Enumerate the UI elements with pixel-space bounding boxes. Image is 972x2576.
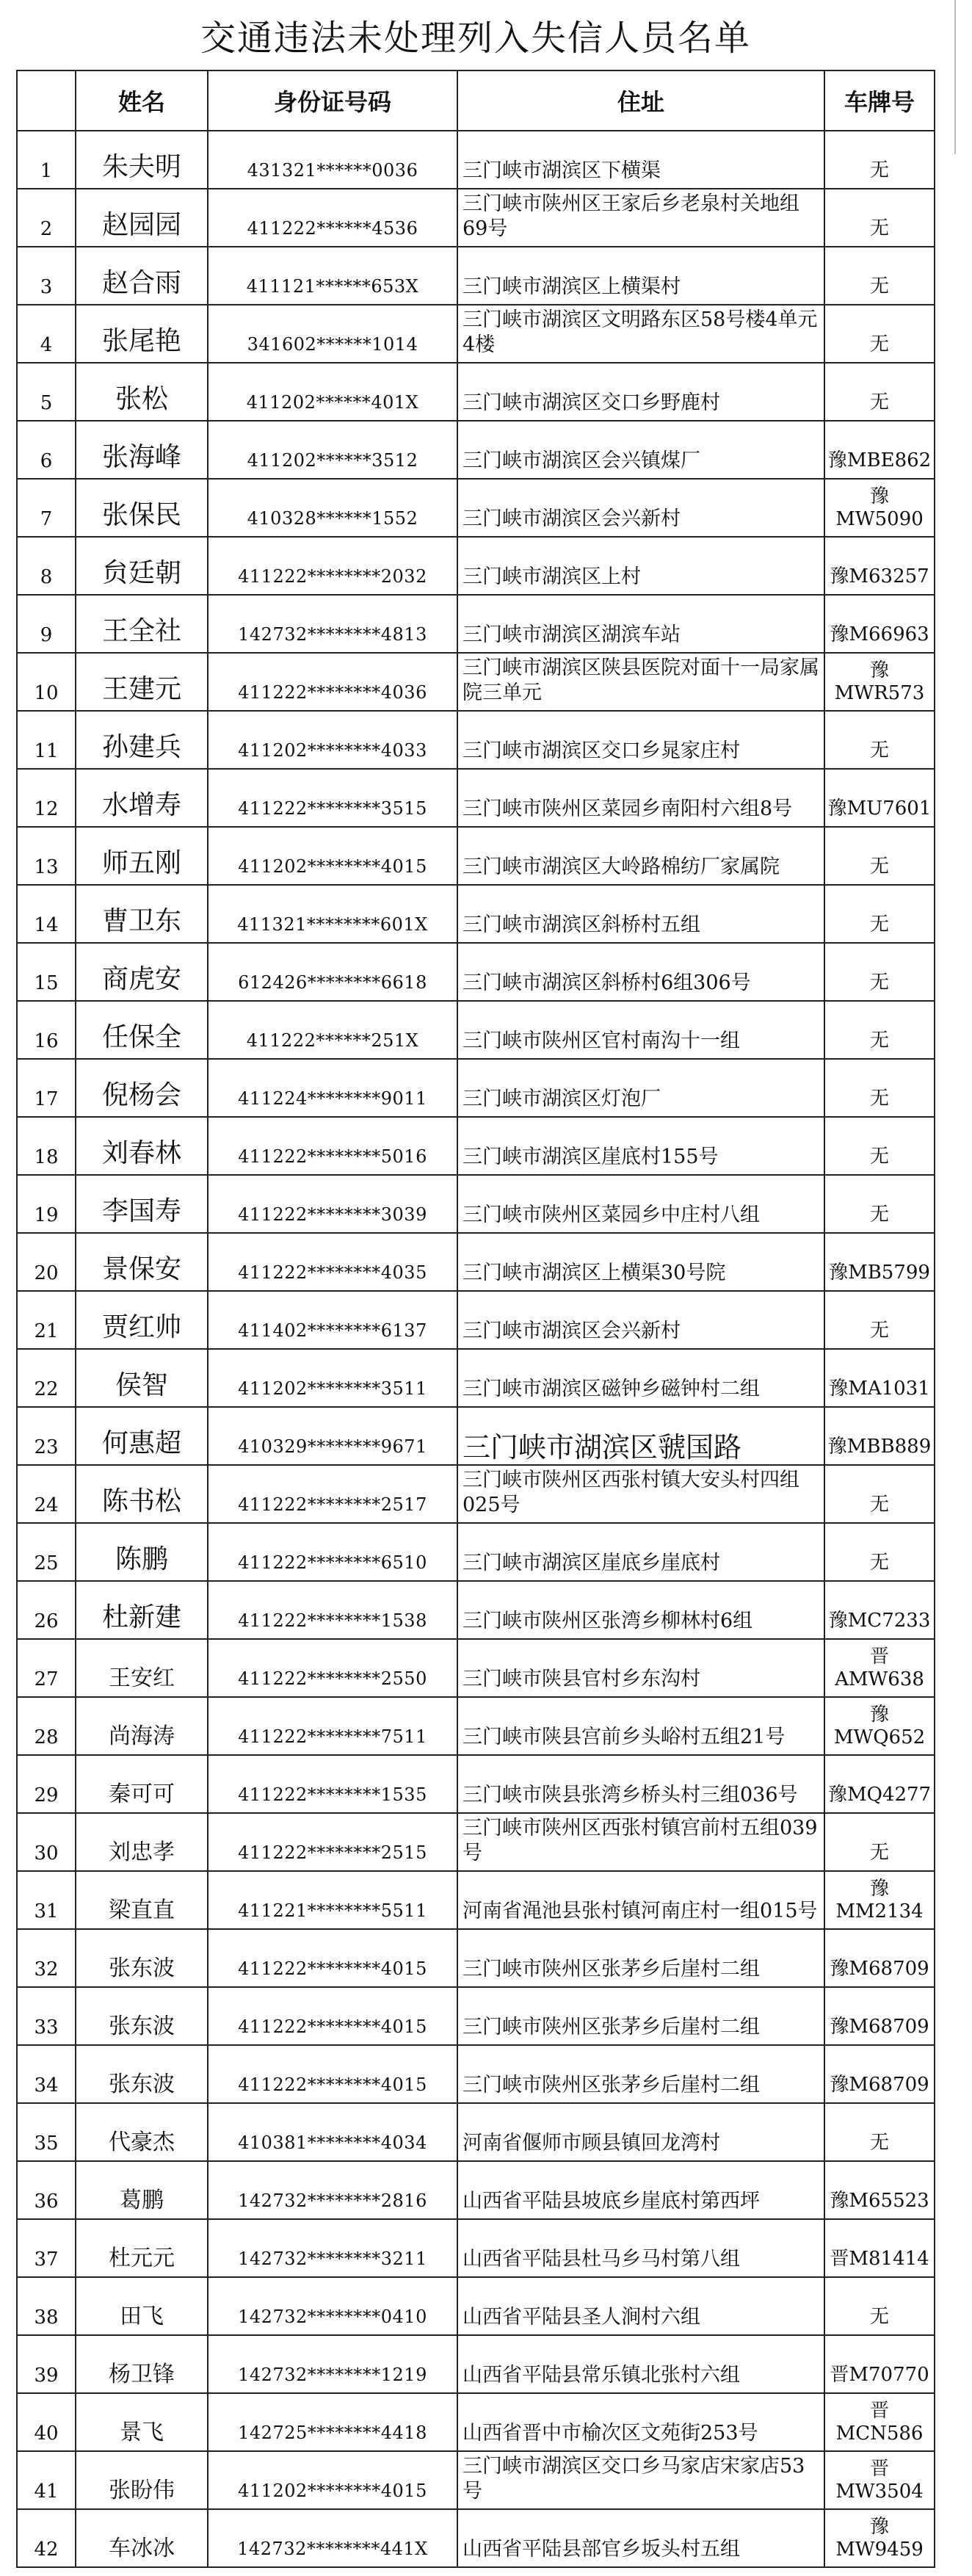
person-name: 赵合雨: [76, 247, 208, 305]
person-name: 张尾艳: [76, 305, 208, 363]
table-row: [17, 711, 935, 769]
row-number: 14: [17, 885, 76, 943]
id-number: 612426********6618: [208, 943, 457, 1001]
id-number: 411121******653X: [208, 247, 457, 305]
license-plate: 无: [824, 827, 935, 885]
row-number: 29: [17, 1755, 76, 1813]
address: 河南省偃师市顾县镇回龙湾村: [457, 2103, 824, 2161]
row-number: 31: [17, 1871, 76, 1929]
address: 三门峡市陕州区王家后乡老泉村关地组69号: [457, 189, 824, 247]
row-number: 15: [17, 943, 76, 1001]
license-plate: 无: [824, 2103, 935, 2161]
table-row: [17, 2219, 935, 2277]
table-row: [17, 1465, 935, 1523]
id-number: 411222********2517: [208, 1465, 457, 1523]
person-name: 车冰冰: [76, 2509, 208, 2567]
license-plate: 无: [824, 1001, 935, 1059]
id-number: 411222********4015: [208, 1929, 457, 1987]
table-row: [17, 1117, 935, 1175]
id-number: 411222********1538: [208, 1581, 457, 1639]
row-number: 33: [17, 1987, 76, 2045]
license-plate: 无: [824, 1813, 935, 1871]
table-row: [17, 2161, 935, 2219]
row-number: 32: [17, 1929, 76, 1987]
id-number: 411224********9011: [208, 1059, 457, 1117]
id-number: 341602******1014: [208, 305, 457, 363]
license-plate: 无: [824, 363, 935, 421]
row-number: 25: [17, 1523, 76, 1581]
person-name: 孙建兵: [76, 711, 208, 769]
person-name: 王建元: [76, 653, 208, 711]
address: 三门峡市湖滨区交口乡晁家庄村: [457, 711, 824, 769]
address: 三门峡市湖滨区下横渠: [457, 131, 824, 189]
table-row: [17, 421, 935, 479]
license-plate: 豫MWR573: [824, 653, 935, 711]
person-name: 贠廷朝: [76, 537, 208, 595]
address: 三门峡市湖滨区湖滨车站: [457, 595, 824, 653]
row-number: 42: [17, 2509, 76, 2567]
person-name: 李国寿: [76, 1175, 208, 1233]
table-row: [17, 1813, 935, 1871]
table-row: [17, 363, 935, 421]
address: 三门峡市陕县官村乡东沟村: [457, 1639, 824, 1697]
id-number: 411222********4015: [208, 2045, 457, 2103]
header-name: 姓名: [76, 70, 208, 131]
row-number: 4: [17, 305, 76, 363]
table-row: [17, 943, 935, 1001]
license-plate: 豫M63257: [824, 537, 935, 595]
id-number: 142732********441X: [208, 2509, 457, 2567]
header-plate: 车牌号: [824, 70, 935, 131]
row-number: 2: [17, 189, 76, 247]
address: 三门峡市湖滨区上横渠30号院: [457, 1233, 824, 1291]
license-plate: 豫M66963: [824, 595, 935, 653]
table-row: [17, 189, 935, 247]
id-number: 411222******4536: [208, 189, 457, 247]
license-plate: 晋MCN586: [824, 2393, 935, 2451]
table-row: [17, 653, 935, 711]
person-name: 张东波: [76, 1987, 208, 2045]
header-id: 身份证号码: [208, 70, 457, 131]
table-row: [17, 1581, 935, 1639]
person-name: 田飞: [76, 2277, 208, 2335]
address: 三门峡市湖滨区斜桥村五组: [457, 885, 824, 943]
person-name: 贾红帅: [76, 1291, 208, 1349]
address: 三门峡市湖滨区上横渠村: [457, 247, 824, 305]
row-number: 10: [17, 653, 76, 711]
id-number: 411222********4015: [208, 1987, 457, 2045]
address: 三门峡市陕州区张茅乡后崖村二组: [457, 1929, 824, 1987]
table-row: [17, 1349, 935, 1407]
person-name: 朱夫明: [76, 131, 208, 189]
id-number: 411202********3511: [208, 1349, 457, 1407]
id-number: 410328******1552: [208, 479, 457, 537]
page-title: 交通违法未处理列入失信人员名单: [17, 0, 935, 70]
table-row: [17, 2393, 935, 2451]
table-row: [17, 247, 935, 305]
table-row: [17, 1697, 935, 1755]
license-plate: 无: [824, 189, 935, 247]
row-number: 24: [17, 1465, 76, 1523]
row-number: 36: [17, 2161, 76, 2219]
license-plate: 无: [824, 885, 935, 943]
id-number: 411222********5016: [208, 1117, 457, 1175]
id-number: 411222********3039: [208, 1175, 457, 1233]
person-name: 张盼伟: [76, 2451, 208, 2509]
license-plate: 晋MW3504: [824, 2451, 935, 2509]
address: 三门峡市湖滨区崖底村155号: [457, 1117, 824, 1175]
id-number: 411221********5511: [208, 1871, 457, 1929]
address: 山西省平陆县常乐镇北张村六组: [457, 2335, 824, 2393]
person-name: 葛鹏: [76, 2161, 208, 2219]
id-number: 411202******401X: [208, 363, 457, 421]
address: 山西省平陆县坡底乡崖底村第西坪: [457, 2161, 824, 2219]
document-sheet: [16, 0, 934, 2568]
table-row: [17, 2103, 935, 2161]
license-plate: 晋AMW638: [824, 1639, 935, 1697]
row-number: 12: [17, 769, 76, 827]
row-number: 6: [17, 421, 76, 479]
row-number: 5: [17, 363, 76, 421]
blacklist-table: [16, 0, 935, 2568]
person-name: 景飞: [76, 2393, 208, 2451]
address: 山西省平陆县杜马乡马村第八组: [457, 2219, 824, 2277]
header-no: [17, 70, 76, 131]
address: 三门峡市湖滨区交口乡马家店宋家店53号: [457, 2451, 824, 2509]
license-plate: 豫MA1031: [824, 1349, 935, 1407]
row-number: 28: [17, 1697, 76, 1755]
table-row: [17, 1639, 935, 1697]
row-number: 19: [17, 1175, 76, 1233]
person-name: 水增寿: [76, 769, 208, 827]
person-name: 商虎安: [76, 943, 208, 1001]
id-number: 410329********9671: [208, 1407, 457, 1465]
license-plate: 无: [824, 1059, 935, 1117]
id-number: 431321******0036: [208, 131, 457, 189]
id-number: 411222********4036: [208, 653, 457, 711]
license-plate: 豫MW9459: [824, 2509, 935, 2567]
table-row: [17, 1987, 935, 2045]
address: 三门峡市陕县张湾乡桥头村三组036号: [457, 1755, 824, 1813]
id-number: 411222********2550: [208, 1639, 457, 1697]
table-row: [17, 479, 935, 537]
license-plate: 无: [824, 1175, 935, 1233]
row-number: 7: [17, 479, 76, 537]
license-plate: 无: [824, 943, 935, 1001]
license-plate: 豫M68709: [824, 1987, 935, 2045]
address: 三门峡市陕州区张湾乡柳林村6组: [457, 1581, 824, 1639]
table-row: [17, 2509, 935, 2567]
person-name: 杜元元: [76, 2219, 208, 2277]
row-number: 34: [17, 2045, 76, 2103]
row-number: 9: [17, 595, 76, 653]
address: 三门峡市湖滨区崖底乡崖底村: [457, 1523, 824, 1581]
header-address: 住址: [457, 70, 824, 131]
table-row: [17, 1175, 935, 1233]
id-number: 142732********3211: [208, 2219, 457, 2277]
person-name: 何惠超: [76, 1407, 208, 1465]
table-row: [17, 1871, 935, 1929]
address: 三门峡市湖滨区会兴镇煤厂: [457, 421, 824, 479]
license-plate: 豫MBE862: [824, 421, 935, 479]
person-name: 赵园园: [76, 189, 208, 247]
address: 三门峡市陕州区西张村镇宫前村五组039号: [457, 1813, 824, 1871]
person-name: 张保民: [76, 479, 208, 537]
license-plate: 无: [824, 305, 935, 363]
license-plate: 晋M70770: [824, 2335, 935, 2393]
license-plate: 豫M68709: [824, 2045, 935, 2103]
row-number: 26: [17, 1581, 76, 1639]
row-number: 16: [17, 1001, 76, 1059]
table-row: [17, 885, 935, 943]
address: 三门峡市陕州区菜园乡中庄村八组: [457, 1175, 824, 1233]
row-number: 38: [17, 2277, 76, 2335]
id-number: 142725********4418: [208, 2393, 457, 2451]
id-number: 142732********2816: [208, 2161, 457, 2219]
license-plate: 豫MW5090: [824, 479, 935, 537]
table-row: [17, 1059, 935, 1117]
address: 山西省平陆县部官乡坂头村五组: [457, 2509, 824, 2567]
table-body: [17, 131, 935, 2567]
address: 三门峡市湖滨区大岭路棉纺厂家属院: [457, 827, 824, 885]
row-number: 30: [17, 1813, 76, 1871]
table-row: [17, 1523, 935, 1581]
table-row: [17, 827, 935, 885]
table-row: [17, 1233, 935, 1291]
row-number: 22: [17, 1349, 76, 1407]
table-row: [17, 1407, 935, 1465]
address: 山西省晋中市榆次区文苑街253号: [457, 2393, 824, 2451]
row-number: 11: [17, 711, 76, 769]
table-row: [17, 305, 935, 363]
person-name: 杜新建: [76, 1581, 208, 1639]
id-number: 411222********7511: [208, 1697, 457, 1755]
person-name: 倪杨会: [76, 1059, 208, 1117]
id-number: 411321********601X: [208, 885, 457, 943]
person-name: 张海峰: [76, 421, 208, 479]
table-row: [17, 537, 935, 595]
sheet-edge-line: [954, 0, 956, 154]
person-name: 刘忠孝: [76, 1813, 208, 1871]
id-number: 411202********4015: [208, 827, 457, 885]
address: 三门峡市湖滨区文明路东区58号楼4单元4楼: [457, 305, 824, 363]
address: 三门峡市湖滨区陕县医院对面十一局家属院三单元: [457, 653, 824, 711]
table-row: [17, 1291, 935, 1349]
license-plate: 无: [824, 1523, 935, 1581]
person-name: 景保安: [76, 1233, 208, 1291]
id-number: 411202********4015: [208, 2451, 457, 2509]
table-row: [17, 2045, 935, 2103]
address: 三门峡市陕州区菜园乡南阳村六组8号: [457, 769, 824, 827]
person-name: 侯智: [76, 1349, 208, 1407]
id-number: 142732********4813: [208, 595, 457, 653]
license-plate: 无: [824, 131, 935, 189]
license-plate: 豫MM2134: [824, 1871, 935, 1929]
person-name: 秦可可: [76, 1755, 208, 1813]
address: 三门峡市湖滨区上村: [457, 537, 824, 595]
address: 三门峡市湖滨区灯泡厂: [457, 1059, 824, 1117]
license-plate: 无: [824, 1117, 935, 1175]
row-number: 39: [17, 2335, 76, 2393]
license-plate: 无: [824, 1465, 935, 1523]
id-number: 411222********1535: [208, 1755, 457, 1813]
id-number: 411222********6510: [208, 1523, 457, 1581]
person-name: 张东波: [76, 1929, 208, 1987]
row-number: 35: [17, 2103, 76, 2161]
table-row: [17, 2335, 935, 2393]
row-number: 23: [17, 1407, 76, 1465]
license-plate: 豫M65523: [824, 2161, 935, 2219]
address: 山西省平陆县圣人涧村六组: [457, 2277, 824, 2335]
address: 三门峡市湖滨区磁钟乡磁钟村二组: [457, 1349, 824, 1407]
license-plate: 豫MQ4277: [824, 1755, 935, 1813]
row-number: 40: [17, 2393, 76, 2451]
person-name: 张松: [76, 363, 208, 421]
table-row: [17, 769, 935, 827]
row-number: 20: [17, 1233, 76, 1291]
person-name: 陈鹏: [76, 1523, 208, 1581]
address: 三门峡市陕州区西张村镇大安头村四组025号: [457, 1465, 824, 1523]
id-number: 411202******3512: [208, 421, 457, 479]
header-row: [17, 70, 935, 131]
license-plate: 豫M68709: [824, 1929, 935, 1987]
person-name: 陈书松: [76, 1465, 208, 1523]
address: 三门峡市湖滨区交口乡野鹿村: [457, 363, 824, 421]
id-number: 411222********4035: [208, 1233, 457, 1291]
license-plate: 豫MC7233: [824, 1581, 935, 1639]
license-plate: 无: [824, 711, 935, 769]
person-name: 代豪杰: [76, 2103, 208, 2161]
license-plate: 豫MBB889: [824, 1407, 935, 1465]
person-name: 王安红: [76, 1639, 208, 1697]
address: 三门峡市湖滨区会兴新村: [457, 1291, 824, 1349]
person-name: 王全社: [76, 595, 208, 653]
person-name: 刘春林: [76, 1117, 208, 1175]
row-number: 18: [17, 1117, 76, 1175]
row-number: 41: [17, 2451, 76, 2509]
id-number: 411222********2032: [208, 537, 457, 595]
person-name: 任保全: [76, 1001, 208, 1059]
address: 三门峡市湖滨区会兴新村: [457, 479, 824, 537]
row-number: 21: [17, 1291, 76, 1349]
license-plate: 无: [824, 1291, 935, 1349]
id-number: 411222********3515: [208, 769, 457, 827]
license-plate: 无: [824, 247, 935, 305]
row-number: 8: [17, 537, 76, 595]
id-number: 142732********1219: [208, 2335, 457, 2393]
person-name: 杨卫锋: [76, 2335, 208, 2393]
id-number: 411222********2515: [208, 1813, 457, 1871]
address: 三门峡市湖滨区虢国路: [457, 1407, 824, 1465]
table-row: [17, 1929, 935, 1987]
row-number: 17: [17, 1059, 76, 1117]
row-number: 37: [17, 2219, 76, 2277]
row-number: 1: [17, 131, 76, 189]
table-row: [17, 1755, 935, 1813]
license-plate: 晋M81414: [824, 2219, 935, 2277]
table-row: [17, 595, 935, 653]
table-row: [17, 1001, 935, 1059]
address: 三门峡市陕县宫前乡头峪村五组21号: [457, 1697, 824, 1755]
address: 河南省渑池县张村镇河南庄村一组015号: [457, 1871, 824, 1929]
license-plate: 豫MU7601: [824, 769, 935, 827]
person-name: 张东波: [76, 2045, 208, 2103]
person-name: 梁直直: [76, 1871, 208, 1929]
person-name: 师五刚: [76, 827, 208, 885]
id-number: 411202********4033: [208, 711, 457, 769]
person-name: 尚海涛: [76, 1697, 208, 1755]
row-number: 27: [17, 1639, 76, 1697]
license-plate: 豫MB5799: [824, 1233, 935, 1291]
id-number: 142732********0410: [208, 2277, 457, 2335]
license-plate: 豫MWQ652: [824, 1697, 935, 1755]
license-plate: 无: [824, 2277, 935, 2335]
table-row: [17, 131, 935, 189]
address: 三门峡市陕州区张茅乡后崖村二组: [457, 1987, 824, 2045]
id-number: 411402********6137: [208, 1291, 457, 1349]
address: 三门峡市湖滨区斜桥村6组306号: [457, 943, 824, 1001]
id-number: 410381********4034: [208, 2103, 457, 2161]
address: 三门峡市陕州区官村南沟十一组: [457, 1001, 824, 1059]
person-name: 曹卫东: [76, 885, 208, 943]
address: 三门峡市陕州区张茅乡后崖村二组: [457, 2045, 824, 2103]
table-row: [17, 2277, 935, 2335]
row-number: 3: [17, 247, 76, 305]
id-number: 411222******251X: [208, 1001, 457, 1059]
table-row: [17, 2451, 935, 2509]
row-number: 13: [17, 827, 76, 885]
